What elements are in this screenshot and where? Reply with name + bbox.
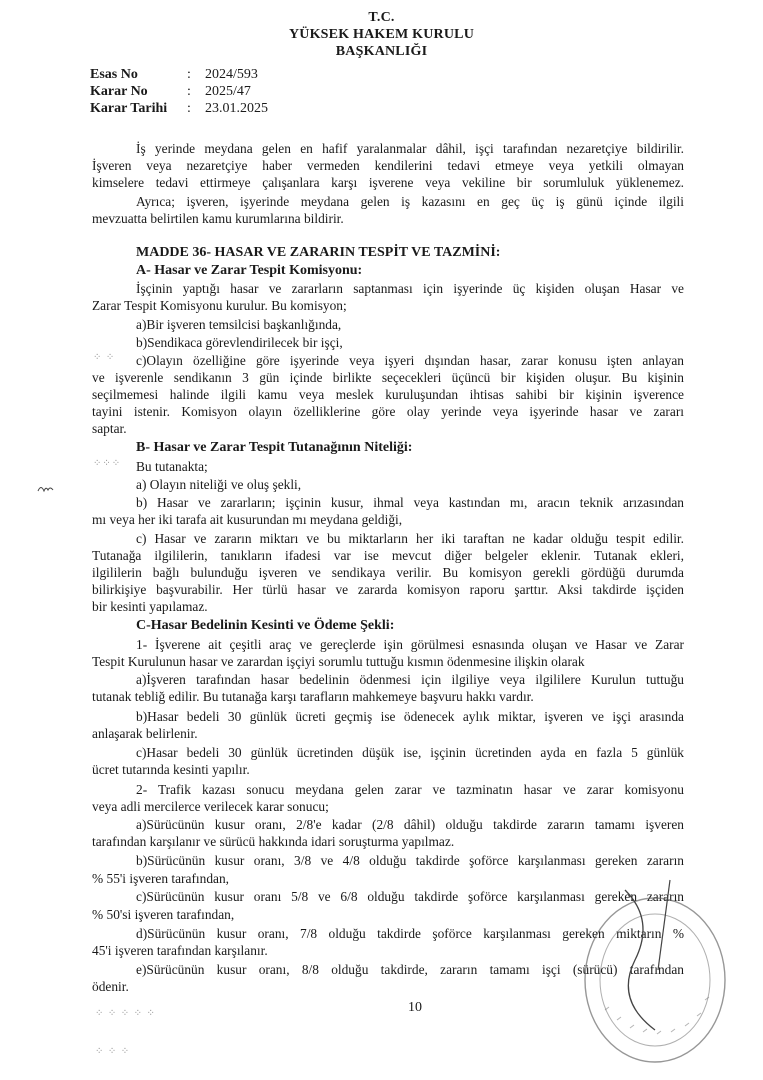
- paragraph-line: Zarar Tespit Komisyonu kurulur. Bu komisyon;: [92, 298, 347, 313]
- article-heading: MADDE 36- HASAR VE ZARARIN TESPİT VE TAZMİNİ:: [136, 245, 501, 260]
- paragraph-line: veya adli mercilerce verilecek karar sonucu;: [92, 799, 329, 814]
- list-item: c) Hasar ve zararın miktarı ve bu miktarların her iki taraftan ne kadar olduğu tespit edilir.: [136, 531, 684, 546]
- paragraph-line: ödenir.: [92, 979, 129, 994]
- paragraph-line: Ayrıca; işveren, işyerinde meydana gelen iş kazasını en geç üç iş günü içinde ilgili: [136, 194, 684, 209]
- scan-artifact: ⁘ ⁘ ⁘: [95, 1046, 131, 1057]
- paragraph-line: kimselere tedavi ettirmeye çalışanlara karşı işverene veya vekiline bir sorumluluk yüklenemez.: [92, 175, 684, 190]
- header-institution: YÜKSEK HAKEM KURULU: [288, 27, 475, 42]
- header-tc: T.C.: [368, 10, 395, 25]
- meta-karar-tarihi: Karar Tarihi : 23.01.2025: [90, 101, 268, 116]
- list-item: b)Sendikaca görevlendirilecek bir işçi,: [136, 335, 343, 350]
- paragraph-line: % 55'i işveren tarafından,: [92, 871, 230, 886]
- list-item: c)Hasar bedeli 30 günlük ücretinden düşük ise, işçinin ücretinden ayda en fazla 5 günlük: [136, 745, 684, 760]
- paragraph-line: Tutanağa ilgililerin, tanıkların ifadesi var ise mevcut diğer belgeler eklenir. Tutanak ekleri,: [92, 548, 684, 563]
- section-heading-b: B- Hasar ve Zarar Tespit Tutanağının Niteliği:: [136, 440, 413, 455]
- paragraph-line: İşçinin yaptığı hasar ve zararların saptanması için işyerinde üç kişiden oluşan Hasar ve: [136, 281, 684, 296]
- list-item: a)İşveren tarafından hasar bedelinin ödenmesi için ilgiliye veya ilgililere Kurulun tuttuğu: [136, 672, 684, 687]
- list-item: b) Hasar ve zararların; işçinin kusur, ihmal veya kastından mı, aracın teknik arızasından: [136, 495, 684, 510]
- list-item: a) Olayın niteliği ve oluş şekli,: [136, 477, 302, 492]
- handwritten-initial-mark: [36, 482, 58, 496]
- paragraph-line: ilgililerin bağlı bulunduğu işveren ve sendikaya verilir. Bu komisyon gerekli gördüğü durumda: [92, 565, 684, 580]
- paragraph-line: ve işverenle sendikanın 3 gün içinde birlikte seçecekleri üçüncü bir kişiden oluşur. Bu kişinin: [92, 370, 684, 385]
- list-item: a)Bir işveren temsilcisi başkanlığında,: [136, 317, 342, 332]
- meta-karar-no: Karar No : 2025/47: [90, 84, 251, 99]
- list-item: b)Hasar bedeli 30 günlük ücreti geçmiş ise ödenecek aylık miktar, işveren ve işçi arasında: [136, 709, 684, 724]
- paragraph-line: İş yerinde meydana gelen en hafif yaralanmalar dâhil, işçi tarafından nezaretçiye bildirilir.: [136, 141, 684, 156]
- paragraph-line: 2- Trafik kazası sonucu meydana gelen zarar ve tazminatın hasar ve zarar komisyonu: [136, 782, 684, 797]
- paragraph-line: bilirkişiye başvurabilir. Her türlü hasar ve zararda komisyon raporu şarttır. Aksi takdirde işçiden: [92, 582, 684, 597]
- paragraph-line: mevzuatta belirtilen kamu kurumlarına bildirir.: [92, 211, 344, 226]
- list-item: c)Olayın özelliğine göre işyerinde veya işyeri dışından hasar, zarar konusu işten anlayan: [136, 353, 684, 368]
- paragraph-line: Bu tutanakta;: [136, 459, 208, 474]
- page-number: 10: [408, 1000, 422, 1015]
- list-item: a)Sürücünün kusur oranı, 2/8'e kadar (2/8 dâhil) olduğu takdirde zararın tamamı işveren: [136, 817, 684, 832]
- section-heading-a: A- Hasar ve Zarar Tespit Komisyonu:: [136, 263, 363, 278]
- scan-artifact: ⁘ ⁘: [93, 352, 116, 363]
- list-item: c)Sürücünün kusur oranı 5/8 ve 6/8 olduğu takdirde şoförce karşılanması gereken zararın: [136, 889, 684, 904]
- paragraph-line: tutanak tebliğ edilir. Bu tutanağa karşı tarafların mahkemeye başvuru hakkı vardır.: [92, 689, 534, 704]
- paragraph-line: seçilmemesi halinde ilgili kamu veya meslek kuruluşundan ihtisas sahibi bir kişinin işverence: [92, 387, 684, 402]
- scan-artifact: ⁘⁘⁘: [93, 458, 122, 469]
- scan-artifact: ⁘ ⁘ ⁘ ⁘ ⁘: [95, 1008, 156, 1019]
- paragraph-line: İşveren veya nezaretçiye haber vermeden kendilerini tedavi etmeye veya yetkili olmayan: [92, 158, 684, 173]
- list-item: e)Sürücünün kusur oranı, 8/8 olduğu takdirde, zararın tamamı işçi (sürücü) tarafından: [136, 962, 684, 977]
- header-presidency: BAŞKANLIĞI: [335, 44, 428, 59]
- paragraph-line: mı veya her iki tarafa ait kusurundan mı meydana geldiği,: [92, 512, 403, 527]
- paragraph-line: bir kesinti yapılamaz.: [92, 599, 208, 614]
- paragraph-line: % 50'si işveren tarafından,: [92, 907, 235, 922]
- section-heading-c: C-Hasar Bedelinin Kesinti ve Ödeme Şekli:: [136, 618, 395, 633]
- paragraph-line: saptar.: [92, 421, 127, 436]
- list-item: d)Sürücünün kusur oranı, 7/8 olduğu takdirde şoförce karşılanması gereken miktarın %: [136, 926, 684, 941]
- list-item: b)Sürücünün kusur oranı, 3/8 ve 4/8 olduğu takdirde şoförce karşılanması gereken zararın: [136, 853, 684, 868]
- paragraph-line: 1- İşverene ait çeşitli araç ve gereçlerde işin görülmesi esnasında oluşan ve Hasar ve Zarar: [136, 637, 684, 652]
- meta-esas-no: Esas No : 2024/593: [90, 67, 258, 82]
- paragraph-line: ücret tutarında kesinti yapılır.: [92, 762, 250, 777]
- paragraph-line: tayini istenir. Komisyon olayın özelliklerine göre olay yerinde veya işyerinde hasar ve zararı: [92, 404, 684, 419]
- official-seal-stamp: [555, 860, 730, 1070]
- paragraph-line: anlaşarak belirlenir.: [92, 726, 198, 741]
- paragraph-line: Tespit Kurulunun hasar ve zarardan işçiyi sorumlu tuttuğu kısmın ödenmesine ilişkin olarak: [92, 654, 585, 669]
- paragraph-line: 45'i işveren tarafından karşılanır.: [92, 943, 268, 958]
- paragraph-line: tarafından karşılanır ve sürücü hakkında idari soruşturma yapılmaz.: [92, 834, 455, 849]
